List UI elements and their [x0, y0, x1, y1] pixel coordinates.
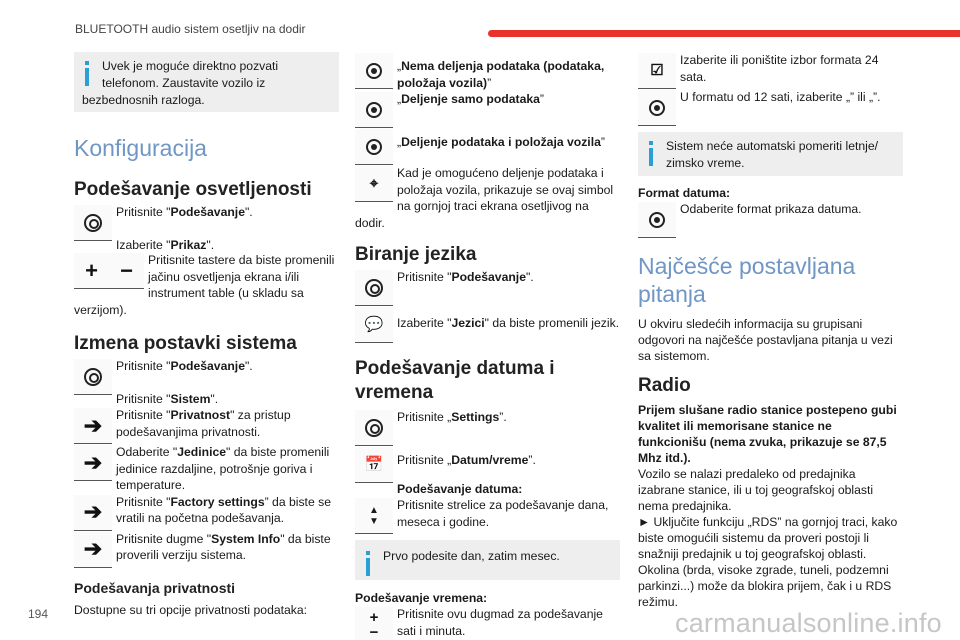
checkbox-icon: ☑	[638, 53, 676, 89]
info-box: Uvek je moguće direktno pozvati telefonom. Zaustavite vozilo iz bezbednosnih razloga.	[74, 52, 339, 112]
info-icon	[80, 61, 94, 89]
subsection-heading: Podešavanja privatnosti	[74, 579, 236, 596]
instruction-row: ☑ Izaberite ili poništite izbor formata 24 sata.	[638, 52, 903, 89]
info-box: Prvo podesite dan, zatim mesec.	[355, 540, 620, 580]
subsection-heading: Podešavanje datuma i vremena	[355, 358, 555, 403]
subsection-heading: Radio	[638, 375, 691, 396]
instruction-row: 💬 Izaberite "Jezici" da biste promenili jezik.	[355, 306, 620, 343]
instruction-row: ➔ Pritisnite "Privatnost" za pristup podešavanjima privatnosti.	[74, 407, 339, 444]
instruction-text: Izaberite "Prikaz".	[116, 238, 215, 252]
arrow-right-icon: ➔	[74, 532, 112, 568]
radio-selected-icon	[638, 202, 676, 238]
page-number: 194	[28, 607, 49, 621]
radio-selected-icon	[638, 90, 676, 126]
faq-answer: ► Uključite funkciju „RDS” na gornjoj traci, kako biste omogućili sistemu da proveri postoji li snažniji predajnik u toj geografskoj oblasti.	[638, 515, 898, 561]
column-1	[74, 52, 339, 618]
subsection-heading: Biranje jezika	[355, 244, 477, 265]
instruction-row: ➔ Pritisnite dugme "System Info" da biste proverili verziju sistema.	[74, 531, 339, 568]
arrow-right-icon: ➔	[74, 445, 112, 481]
section-heading: Konfiguracija	[74, 135, 207, 161]
instruction-row: ▲ ▼ Pritisnite strelice za podešavanje dana, meseca i godine.	[355, 497, 620, 534]
faq-question: Prijem slušane radio stanice postepeno gubi kvalitet ili memorisane stanice ne funkcionišu (nema zvuka, prikazuje se 87,5 Mhz itd.).	[638, 403, 897, 465]
info-icon	[361, 551, 375, 573]
instruction-row: Pritisnite "Podešavanje".	[74, 358, 339, 395]
instruction-row: Pritisnite "Podešavanje".	[355, 269, 620, 306]
instruction-text: Pritisnite "Sistem".	[116, 392, 219, 406]
watermark: carmanualsonline.info	[675, 608, 942, 638]
instruction-label: Format datuma:	[638, 186, 731, 200]
instruction-row: „Deljenje podataka i položaja vozila”	[355, 128, 620, 165]
subsection-heading: Izmena postavki sistema	[74, 333, 297, 354]
language-icon: 💬	[355, 307, 393, 343]
column-3	[638, 52, 903, 610]
calendar-clock-icon: 📅	[355, 447, 393, 483]
radio-selected-icon	[355, 92, 393, 128]
settings-icon	[355, 410, 393, 446]
instruction-row: ⌖ Kad je omogućeno deljenje podataka i položaja vozila, prikazuje se ovaj simbol na gornjoj traci ekrana osetljivog na dodir.	[355, 166, 614, 230]
radio-selected-icon	[355, 129, 393, 165]
section-heading: Najčešće postavljana pitanja	[638, 253, 856, 307]
instruction-row: U formatu od 12 sati, izaberite „” ili „”.	[638, 89, 903, 126]
instruction-label: Podešavanje vremena:	[355, 591, 488, 605]
location-pin-icon: ⌖	[355, 166, 393, 202]
instruction-row: „Nema deljenja podataka (podataka, položaja vozila)”	[355, 52, 620, 91]
body-text: Dostupne su tri opcije privatnosti podataka:	[74, 602, 308, 617]
instruction-row: ➔ Pritisnite "Factory settings” da biste se vratili na početna podešavanja.	[74, 494, 339, 531]
faq-answer: Vozilo se nalazi predaleko od predajnika izabrane stanice, ili u toj geografskoj oblasti nema predajnika.	[638, 467, 874, 513]
running-header: BLUETOOTH audio sistem osetljiv na dodir	[75, 22, 306, 36]
instruction-label: Podešavanje datuma:	[397, 482, 523, 496]
faq-answer: Okolina (brda, visoke zgrade, tuneli, podzemni parkinzi...) može da blokira prijem, čak i u RDS režimu.	[638, 563, 892, 609]
radio-selected-icon	[355, 53, 393, 89]
instruction-row: + − Pritisnite ovu dugmad za podešavanje sati i minuta.	[355, 606, 620, 640]
info-icon	[644, 141, 658, 169]
settings-icon	[74, 359, 112, 395]
plus-minus-icon: + −	[74, 253, 144, 289]
settings-icon	[74, 205, 112, 241]
body-text: U okviru sledećih informacija su grupisani odgovori na najčešće postavljana pitanja u vezi sa sistemom.	[638, 317, 893, 363]
info-box: Sistem neće automatski pomeriti letnje/ zimsko vreme.	[638, 132, 903, 176]
instruction-row: + − Pritisnite tastere da biste promenili jačinu osvetljenja ekrana i/ili instrument table (u skladu sa verzijom).	[74, 253, 335, 317]
arrow-right-icon: ➔	[74, 408, 112, 444]
column-2	[355, 52, 620, 640]
subsection-heading: Podešavanje osvetljenosti	[74, 179, 312, 200]
instruction-row: ➔ Odaberite "Jedinice" da biste promenili jedinice razdaljine, potrošnje goriva i temperature.	[74, 444, 339, 494]
settings-icon	[355, 270, 393, 306]
instruction-row: „Deljenje samo podataka”	[355, 91, 620, 128]
header-accent-bar	[488, 30, 960, 37]
instruction-row: 📅 Pritisnite „Datum/vreme”.	[355, 446, 620, 483]
up-down-arrows-icon: ▲ ▼	[355, 498, 393, 534]
arrow-right-icon: ➔	[74, 495, 112, 531]
instruction-row: Odaberite format prikaza datuma.	[638, 201, 903, 238]
instruction-row: Pritisnite "Podešavanje".	[74, 204, 339, 241]
plus-minus-icon: + −	[355, 607, 393, 640]
instruction-row: Pritisnite „Settings”.	[355, 409, 620, 446]
